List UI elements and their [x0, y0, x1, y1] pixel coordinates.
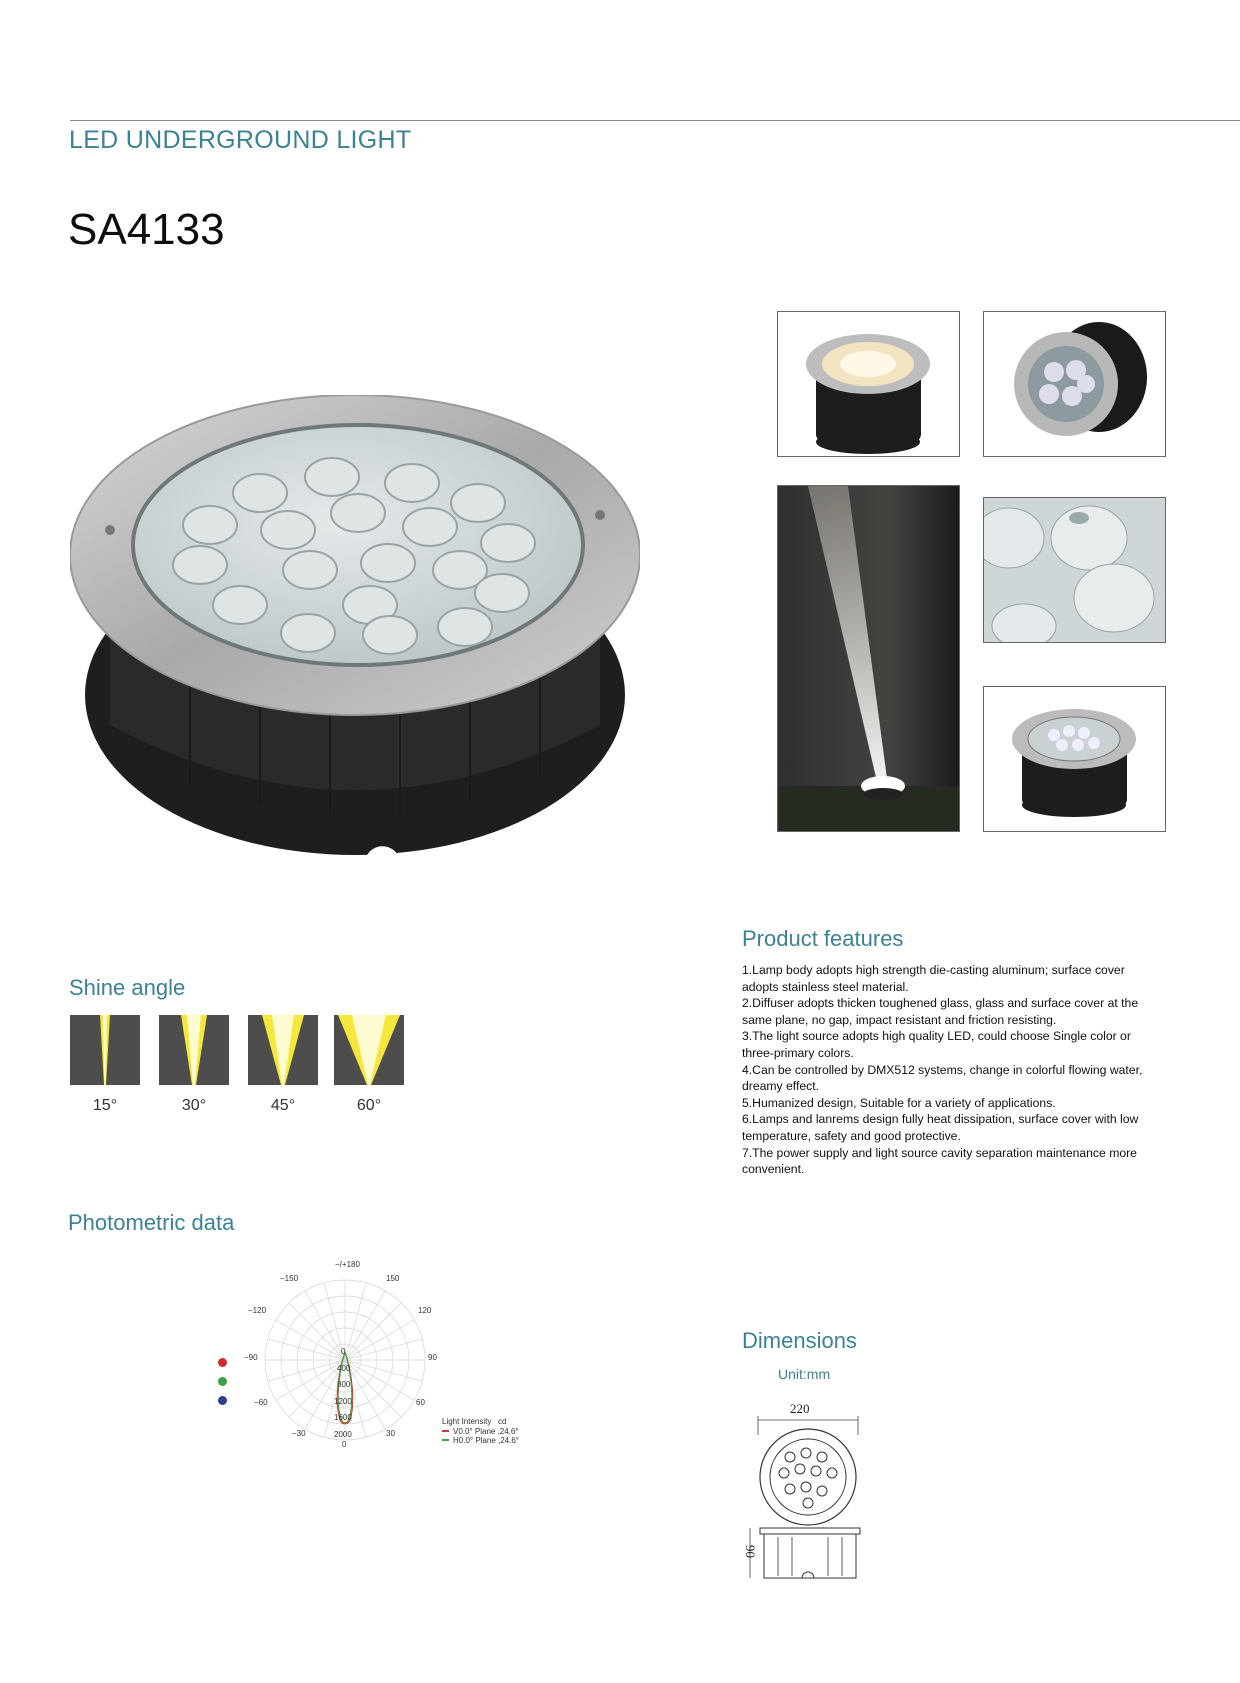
angle-45-diagram — [248, 1015, 318, 1085]
polar-label-m120: −120 — [248, 1306, 267, 1315]
legend-item-v: V0.0° Plane ,24.6° — [453, 1427, 519, 1436]
polar-label-p150: 150 — [386, 1274, 400, 1283]
polar-label-m30: −30 — [292, 1429, 306, 1438]
blue-dot-icon — [218, 1396, 227, 1405]
polar-label-p60: 60 — [416, 1398, 425, 1407]
radial-label-1600: 1600 — [334, 1413, 352, 1422]
light-beam-photo — [777, 485, 960, 832]
angle-label-15: 15° — [92, 1097, 118, 1114]
angle-15-diagram — [70, 1015, 140, 1085]
dimensions-title: Dimensions — [742, 1328, 857, 1353]
features-title: Product features — [742, 926, 904, 951]
feature-item-1: 1.Lamp body adopts high strength die-casting aluminum; surface cover adopts stainless steel material. — [742, 963, 1125, 994]
radial-label-800: 800 — [337, 1380, 351, 1389]
green-dot-icon — [218, 1377, 227, 1386]
feature-item-7: 7.The power supply and light source cavity separation maintenance more convenient. — [742, 1145, 1137, 1177]
polar-label-bottom: 0 — [342, 1440, 347, 1449]
angle-60-diagram — [334, 1015, 404, 1085]
feature-item-4: 4.Can be controlled by DMX512 systems, change in colorful flowing water, dreamy effect. — [742, 1062, 1143, 1094]
category-title: LED UNDERGROUND LIGHT — [69, 126, 412, 154]
radial-label-400: 400 — [337, 1364, 351, 1373]
header-rule — [70, 120, 1240, 121]
polar-label-p120: 120 — [418, 1306, 432, 1315]
polar-label-m90: −90 — [244, 1353, 258, 1362]
model-number: SA4133 — [68, 205, 225, 254]
dimension-drawing — [720, 1395, 900, 1590]
lens-closeup-thumbnail — [983, 497, 1166, 643]
legend-swatch-h — [442, 1439, 449, 1441]
radial-label-1200: 1200 — [334, 1397, 352, 1406]
polar-label-p90: 90 — [428, 1353, 437, 1362]
shine-angle-title: Shine angle — [69, 975, 186, 1000]
dimension-height: 90 — [743, 1545, 758, 1558]
legend-unit: cd — [498, 1417, 507, 1426]
polar-diagram — [210, 1255, 540, 1465]
feature-item-6: 6.Lamps and lanrems design fully heat dissipation, surface cover with low temperature, safety and good protective. — [742, 1112, 1139, 1143]
legend-title: Light Intensity — [442, 1417, 492, 1426]
polar-label-m60: −60 — [254, 1398, 268, 1407]
dimensions-unit: Unit:mm — [778, 1366, 831, 1382]
legend-item-h: H0.0° Plane ,24.6° — [453, 1436, 519, 1445]
angle-label-30: 30° — [181, 1097, 207, 1114]
polar-label-p30: 30 — [386, 1429, 395, 1438]
dimension-width: 220 — [790, 1401, 810, 1416]
feature-item-5: 5.Humanized design, Suitable for a variety of applications. — [742, 1095, 1056, 1110]
feature-item-2: 2.Diffuser adopts thicken toughened glass, glass and surface cover at the same plane, no gap, impact resistant and friction resisting. — [742, 996, 1139, 1027]
features-list — [742, 962, 1162, 1178]
red-dot-icon — [218, 1358, 227, 1367]
lit-fixture-thumbnail — [777, 311, 960, 457]
polar-label-top: −/+180 — [335, 1260, 360, 1269]
small-fixture-thumbnail — [983, 686, 1166, 832]
radial-label-0: 0 — [341, 1347, 346, 1356]
angle-label-45: 45° — [270, 1097, 296, 1114]
angle-label-60: 60° — [356, 1097, 382, 1114]
polar-label-m150: −150 — [280, 1274, 299, 1283]
radial-label-2000: 2000 — [334, 1430, 352, 1439]
main-product-image — [70, 395, 640, 875]
angled-fixture-thumbnail — [983, 311, 1166, 457]
angle-30-diagram — [159, 1015, 229, 1085]
legend-swatch-v — [442, 1430, 449, 1432]
photometric-title: Photometric data — [68, 1210, 235, 1235]
feature-item-3: 3.The light source adopts high quality LED, could choose Single color or three-primary colors. — [742, 1029, 1131, 1060]
